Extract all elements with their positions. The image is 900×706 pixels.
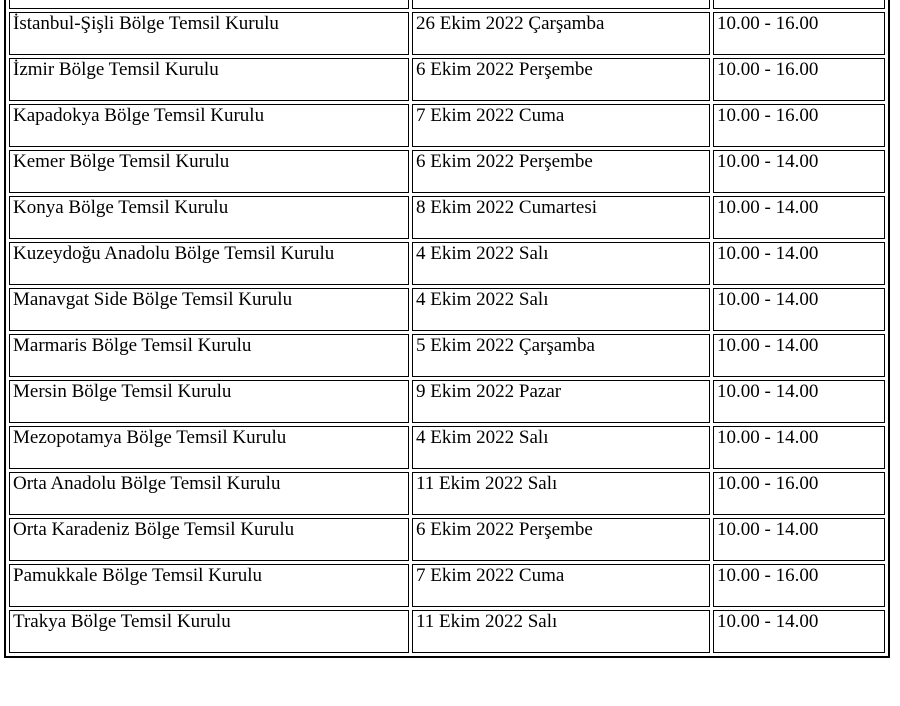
schedule-table-body xyxy=(9,0,885,653)
representative-council-name: Marmaris Bölge Temsil Kurulu xyxy=(9,334,409,377)
meeting-date: 6 Ekim 2022 Perşembe xyxy=(412,58,710,101)
table-row xyxy=(9,104,885,147)
meeting-date: 7 Ekim 2022 Cuma xyxy=(412,564,710,607)
representative-council-name: İstanbul-Şişli Bölge Temsil Kurulu xyxy=(9,12,409,55)
table-row xyxy=(9,564,885,607)
meeting-date: 9 Ekim 2022 Pazar xyxy=(412,380,710,423)
meeting-time: 10.00 - 16.00 xyxy=(713,104,885,147)
representative-council-name: Trakya Bölge Temsil Kurulu xyxy=(9,610,409,653)
table-row xyxy=(9,242,885,285)
meeting-time: 10.00 - 14.00 xyxy=(713,334,885,377)
representative-council-name: Konya Bölge Temsil Kurulu xyxy=(9,196,409,239)
meeting-date: 11 Ekim 2022 Salı xyxy=(412,610,710,653)
representative-council-name: Kapadokya Bölge Temsil Kurulu xyxy=(9,104,409,147)
meeting-time: 10.00 - 14.00 xyxy=(713,380,885,423)
representative-council-name: Kemer Bölge Temsil Kurulu xyxy=(9,150,409,193)
meeting-time: 10.00 - 14.00 xyxy=(713,426,885,469)
representative-council-name: İzmir Bölge Temsil Kurulu xyxy=(9,58,409,101)
table-row xyxy=(9,426,885,469)
table-row xyxy=(9,12,885,55)
table-row xyxy=(9,150,885,193)
representative-council-name: Manavgat Side Bölge Temsil Kurulu xyxy=(9,288,409,331)
table-row xyxy=(9,610,885,653)
meeting-time: 10.00 - 14.00 xyxy=(713,518,885,561)
meeting-time: 10.00 - 14.00 xyxy=(713,288,885,331)
meeting-date: 8 Ekim 2022 Cumartesi xyxy=(412,196,710,239)
cell-clipped xyxy=(412,0,710,9)
representative-council-name: Mersin Bölge Temsil Kurulu xyxy=(9,380,409,423)
table-row xyxy=(9,518,885,561)
representative-council-name: Mezopotamya Bölge Temsil Kurulu xyxy=(9,426,409,469)
cell-clipped xyxy=(9,0,409,9)
meeting-date: 7 Ekim 2022 Cuma xyxy=(412,104,710,147)
cell-clipped xyxy=(713,0,885,9)
representative-council-name: Kuzeydoğu Anadolu Bölge Temsil Kurulu xyxy=(9,242,409,285)
table-row xyxy=(9,472,885,515)
table-row xyxy=(9,380,885,423)
meeting-date: 4 Ekim 2022 Salı xyxy=(412,426,710,469)
meeting-time: 10.00 - 14.00 xyxy=(713,196,885,239)
schedule-table xyxy=(4,0,890,658)
meeting-time: 10.00 - 16.00 xyxy=(713,58,885,101)
meeting-time: 10.00 - 14.00 xyxy=(713,242,885,285)
representative-council-name: Orta Anadolu Bölge Temsil Kurulu xyxy=(9,472,409,515)
table-row xyxy=(9,288,885,331)
meeting-date: 4 Ekim 2022 Salı xyxy=(412,242,710,285)
meeting-date: 6 Ekim 2022 Perşembe xyxy=(412,150,710,193)
meeting-time: 10.00 - 16.00 xyxy=(713,472,885,515)
meeting-date: 6 Ekim 2022 Perşembe xyxy=(412,518,710,561)
meeting-date: 11 Ekim 2022 Salı xyxy=(412,472,710,515)
table-row xyxy=(9,334,885,377)
table-row xyxy=(9,196,885,239)
meeting-time: 10.00 - 16.00 xyxy=(713,12,885,55)
meeting-date: 4 Ekim 2022 Salı xyxy=(412,288,710,331)
meeting-time: 10.00 - 14.00 xyxy=(713,150,885,193)
representative-council-name: Orta Karadeniz Bölge Temsil Kurulu xyxy=(9,518,409,561)
meeting-date: 5 Ekim 2022 Çarşamba xyxy=(412,334,710,377)
table-row-clipped xyxy=(9,0,885,9)
meeting-time: 10.00 - 16.00 xyxy=(713,564,885,607)
representative-council-name: Pamukkale Bölge Temsil Kurulu xyxy=(9,564,409,607)
table-row xyxy=(9,58,885,101)
meeting-date: 26 Ekim 2022 Çarşamba xyxy=(412,12,710,55)
meeting-time: 10.00 - 14.00 xyxy=(713,610,885,653)
